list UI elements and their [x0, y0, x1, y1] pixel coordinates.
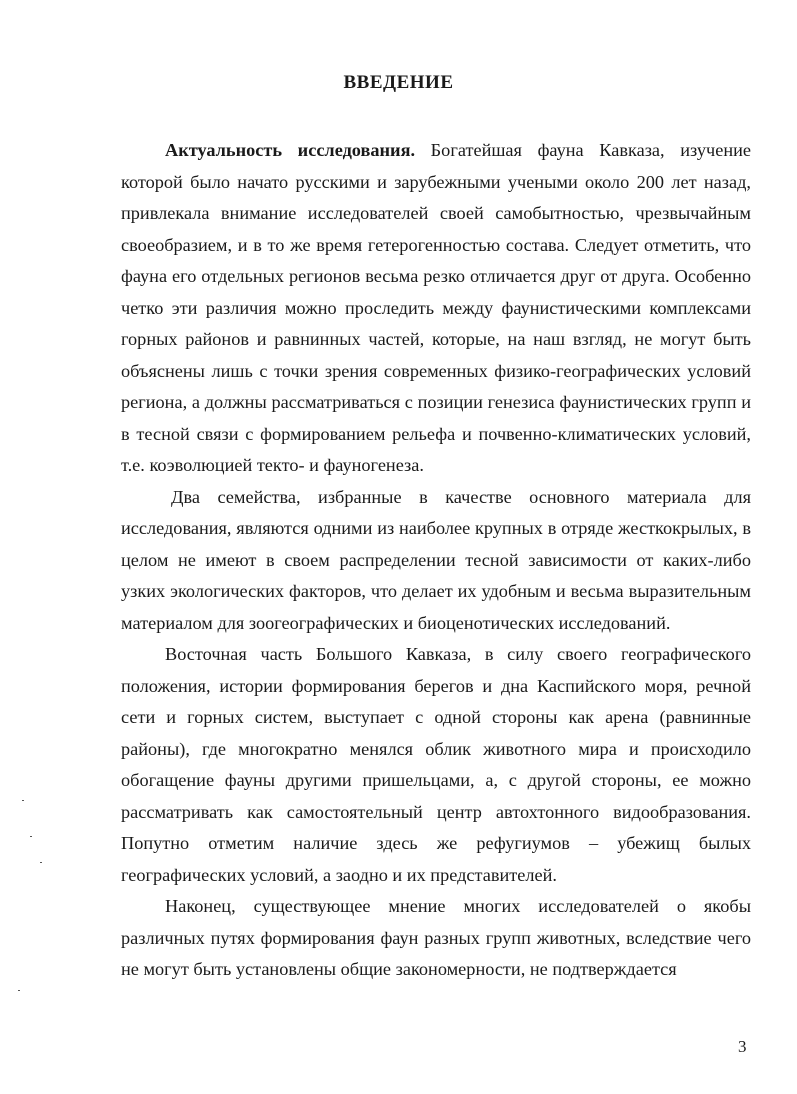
- paragraph-conclusion: [121, 891, 751, 986]
- paragraph-lead: Актуальность исследования.: [165, 140, 416, 160]
- paragraph-text: Богатейшая фауна Кавказа, изучение которой было начато русскими и зарубежными учеными около 200 лет назад, привлекала внимание исследователей своей самобытностью, чрезвычайным своеобразием, и в то же время гетерогенностью состава. Следует отметить, что фауна его отдельных регионов весьма резко отличается друг от друга. Особенно четко эти различия можно проследить между фаунистическими комплексами горных районов и равнинных частей, которые, на наш взгляд, не могут быть объяснены лишь с точки зрения современных физико-географических условий региона, а должны рассматриваться с позиции генезиса фаунистических групп и в тесной связи с формированием рельефа и почвенно-климатических условий, т.е. коэволюцией текто- и фауногенеза.: [121, 140, 752, 475]
- page-title: ВВЕДЕНИЕ: [343, 72, 454, 93]
- page-number: 3: [738, 1037, 747, 1056]
- paragraph-relevance: [121, 135, 751, 482]
- paragraph-text: Наконец, существующее мнение многих исследователей о якобы различных путях формирования фаун разных групп животных, вследствие чего не могут быть установлены общие закономерности, не подтверждается: [121, 896, 751, 979]
- scan-speck: [40, 862, 42, 863]
- paragraph-text: Два семейства, избранные в качестве основного материала для исследования, являются одними из наиболее крупных в отряде жесткокрылых, в целом не имеют в своем распределении тесной зависимости от каких-либо узких экологических факторов, что делает их удобным и весьма выразительным материалом для зоогеографических и биоценотических исследований.: [121, 486, 751, 633]
- scan-speck: [22, 800, 24, 801]
- paragraph-text: Восточная часть Большого Кавказа, в силу своего географического положения, истории формирования берегов и дна Каспийского моря, речной сети и горных систем, выступает с одной стороны как арена (равнинные районы), где многократно менялся облик животного мира и происходило обогащение фауны другими пришельцами, а, с другой стороны, ее можно рассматривать как самостоятельный центр автохтонного видообразования. Попутно отметим наличие здесь же рефугиумов – убежищ былых географических условий, а заодно и их представителей.: [121, 644, 751, 885]
- scan-speck: [18, 990, 20, 991]
- paragraph-families: [121, 482, 751, 640]
- body-text: [121, 135, 751, 986]
- paragraph-eastern-caucasus: [121, 639, 751, 891]
- scan-speck: [30, 836, 32, 837]
